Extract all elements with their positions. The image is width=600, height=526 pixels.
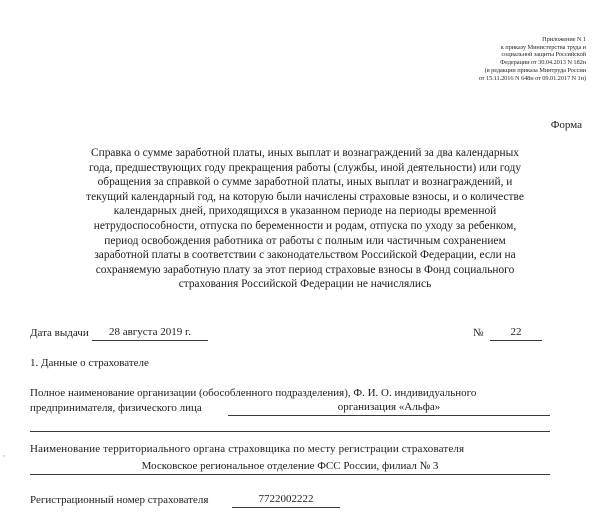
org-extra-underline <box>30 431 550 432</box>
issue-number-label: № <box>473 327 484 339</box>
title-line: сохраняемую заработную плату за этот период страховые взносы в Фонд социального <box>95 263 515 276</box>
title-line: период освобождения работника от работы с полным или частичным сохранением <box>104 234 506 247</box>
title-line: обращения за справкой о сумме заработной платы, иных выплат и вознаграждений, и <box>97 176 513 189</box>
margin-mark: ◦ <box>3 452 6 460</box>
annex-line: к приказу Министерства труда и <box>500 43 586 51</box>
document-title <box>20 146 590 292</box>
section-heading: 1. Данные о страхователе <box>30 357 149 369</box>
annex-line: социальной защиты Российской <box>501 51 586 59</box>
regnum-value: 7722002222 <box>258 493 314 505</box>
title-line: года, предшествующих году прекращения работы (службы, иной деятельности) или году <box>88 161 522 174</box>
territorial-underline <box>30 474 550 475</box>
annex-line: (в редакции приказа Минтруда России <box>484 66 586 74</box>
org-label-line1: Полное наименование организации (обособленного подразделения), Ф. И. О. индивидуального <box>30 387 477 399</box>
org-name-underline <box>228 415 550 416</box>
annex-reference <box>418 36 586 82</box>
org-name-value: организация «Альфа» <box>337 401 441 413</box>
title-line: нетрудоспособности, отпуска по беременности и родам, отпуска по уходу за ребенком, <box>93 219 517 232</box>
title-line: страхования Российской Федерации не начислялись <box>178 278 432 291</box>
issue-date-underline <box>92 340 208 341</box>
territorial-value: Московское региональное отделение ФСС России, филиал № 3 <box>141 460 439 472</box>
regnum-label: Регистрационный номер страхователя <box>30 494 209 506</box>
issue-date-label: Дата выдачи <box>30 327 89 339</box>
issue-number-underline <box>490 340 542 341</box>
annex-line: Приложение N 1 <box>542 36 586 43</box>
annex-line: от 15.11.2016 N 648н от 09.01.2017 N 1н) <box>478 74 586 82</box>
regnum-underline <box>232 507 340 508</box>
form-label: Форма <box>550 119 582 131</box>
title-line: заработной платы в соответствии с законодательством Российской Федерации, если на <box>94 249 516 262</box>
title-line: Справка о сумме заработной платы, иных выплат и вознаграждений за два календарных <box>91 147 519 159</box>
issue-number-value: 22 <box>510 326 522 338</box>
org-label-line2: предпринимателя, физического лица <box>30 402 202 414</box>
issue-date-value: 28 августа 2019 г. <box>108 326 192 338</box>
title-line: текущий календарный год, на которую были начислены страховые взносы, и о количестве <box>86 190 524 203</box>
title-line: календарных дней, приходящихся в указанном периоде на периоды временной <box>113 205 497 218</box>
annex-line: Федерации от 30.04.2013 N 182н <box>500 59 586 67</box>
territorial-label: Наименование территориального органа страховщика по месту регистрации страхователя <box>30 443 465 455</box>
